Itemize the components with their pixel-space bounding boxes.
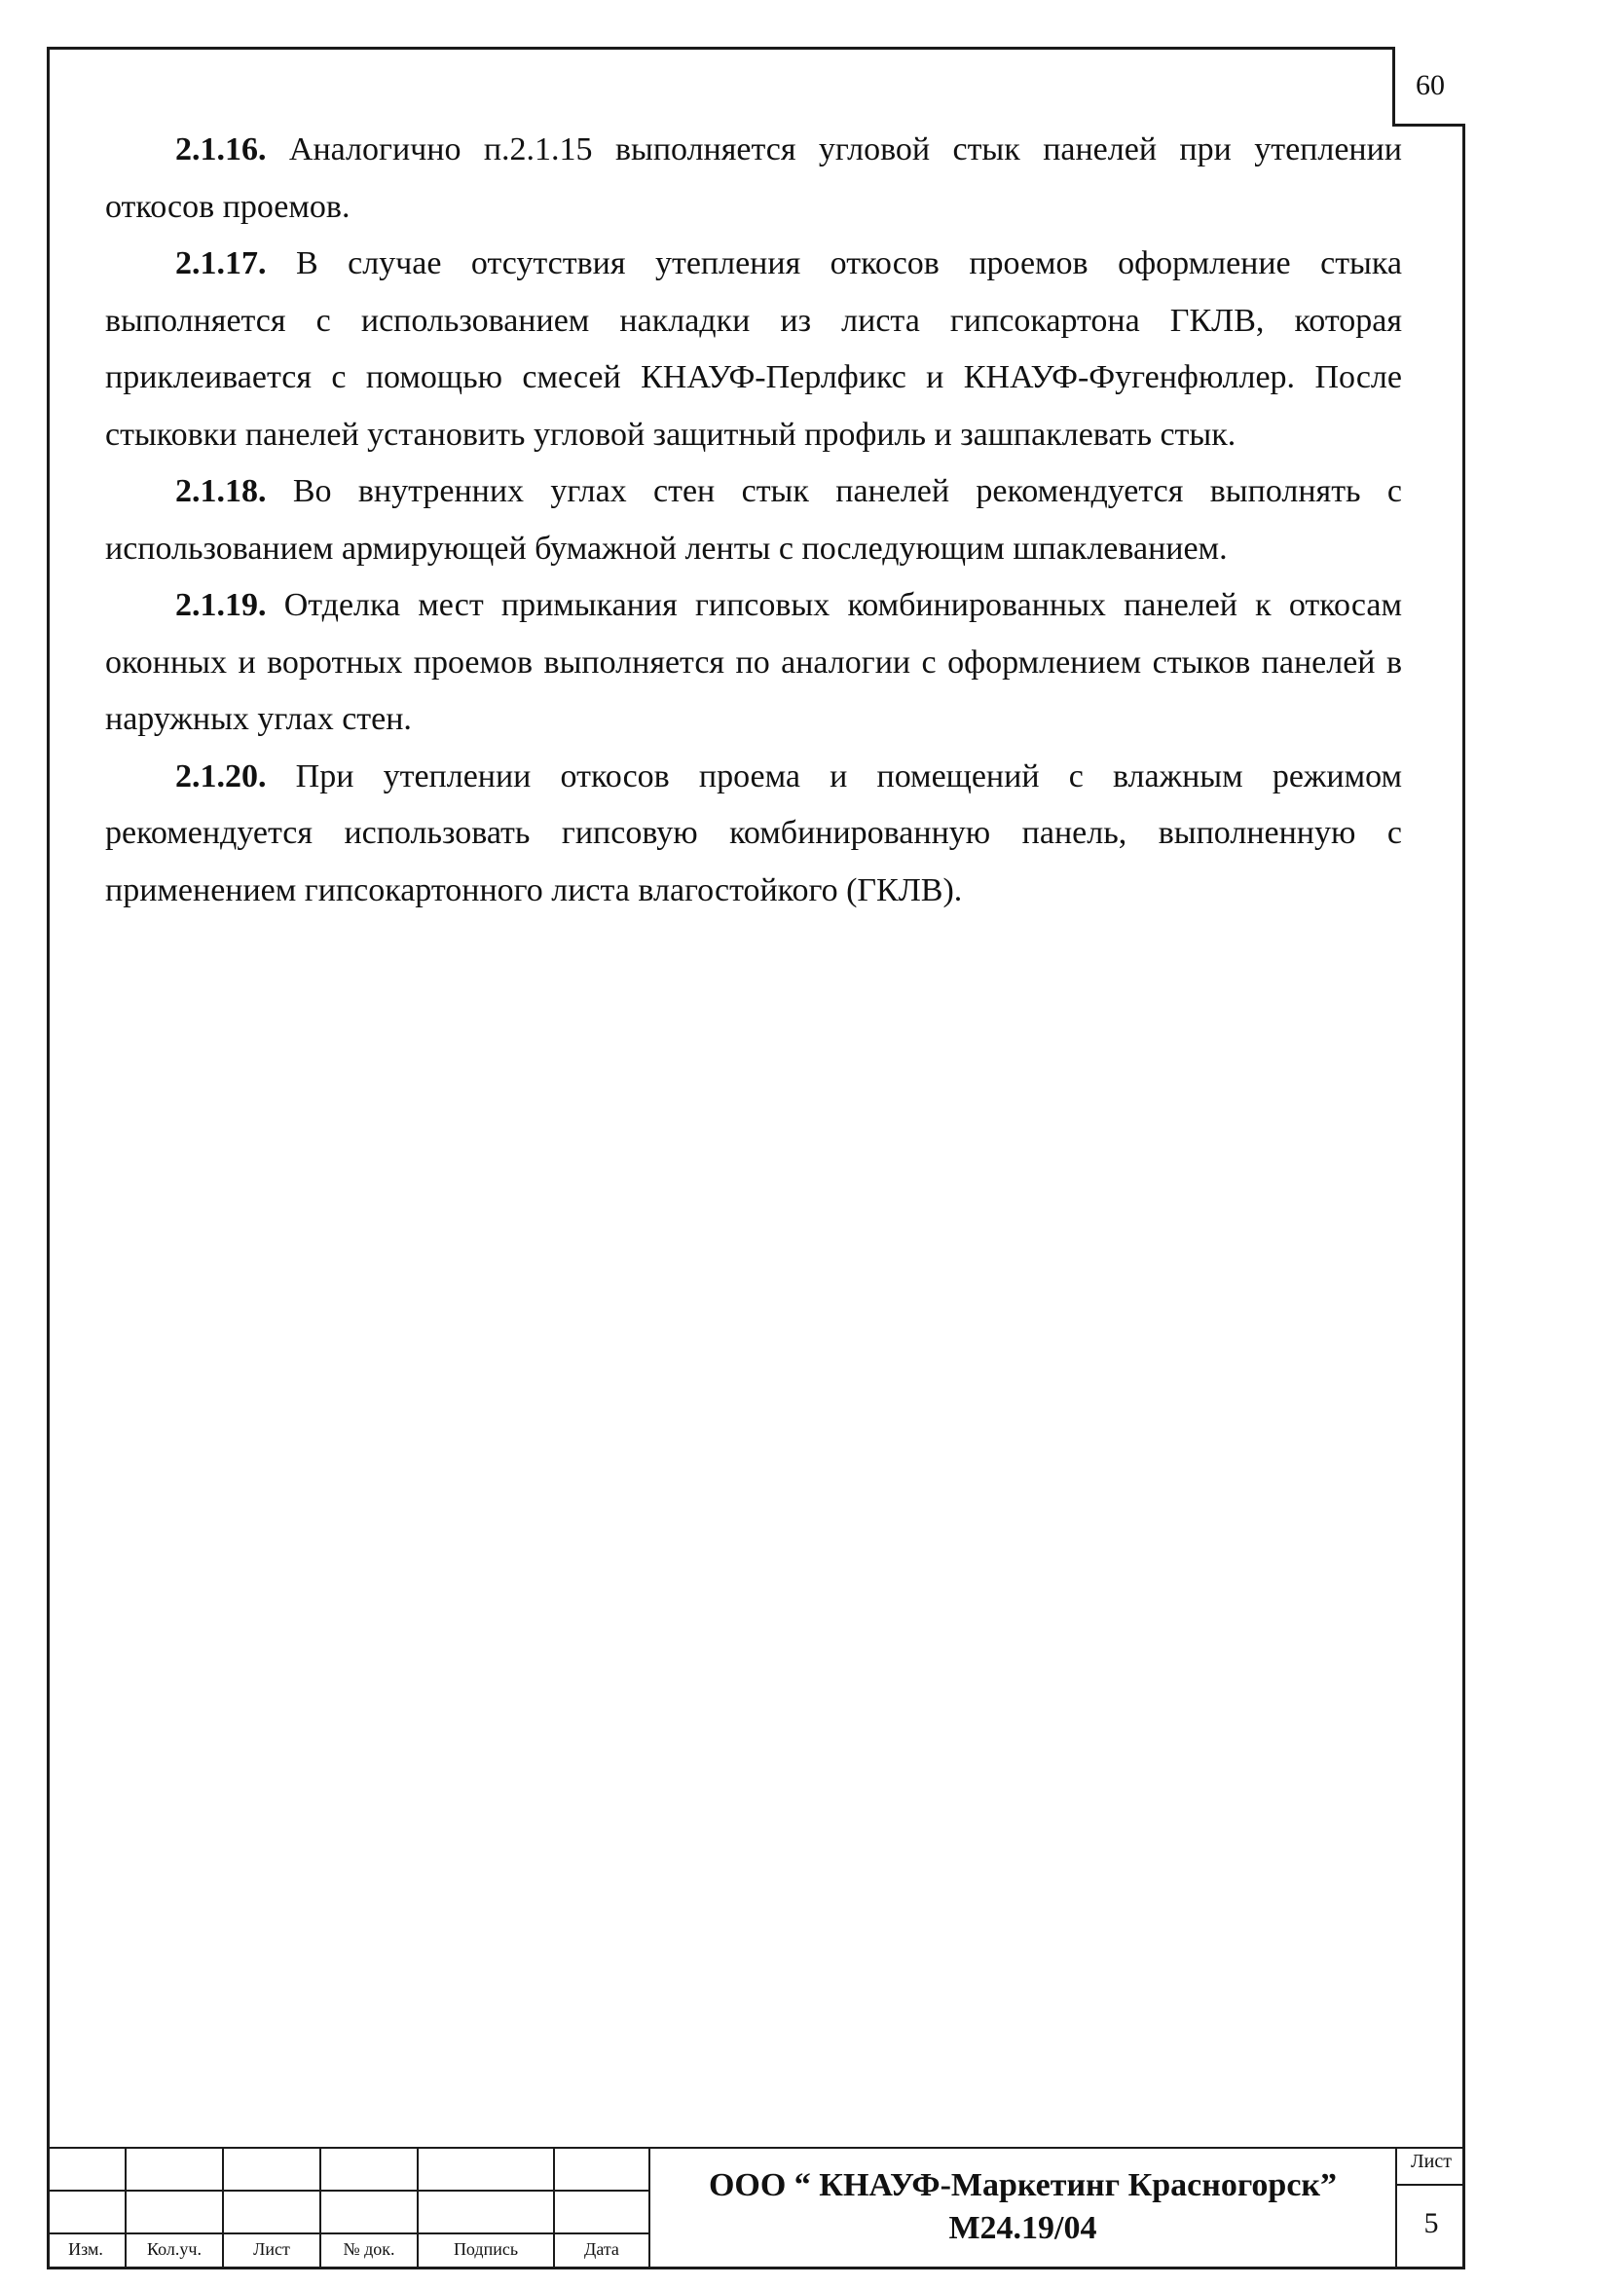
page-number: 60 bbox=[1392, 47, 1465, 127]
clause-number: 2.1.18. bbox=[175, 473, 267, 509]
company-name: ООО “ КНАУФ-Маркетинг Красногорск” bbox=[708, 2167, 1338, 2203]
clause-text: Во внутренних углах стен стык панелей рекомендуется выполнять с использованием армирующей бумажной ленты с последующим шпаклеванием. bbox=[105, 473, 1402, 567]
clause-number: 2.1.16. bbox=[175, 131, 267, 167]
clause-text: При утеплении откосов проема и помещений с влажным режимом рекомендуется использовать гипсовую комбинированную панель, выполненную с применением гипсокартонного листа влагостойкого (ГКЛВ). bbox=[105, 757, 1402, 908]
document-code: М24.19/04 bbox=[948, 2210, 1097, 2246]
paragraph-2-1-18 bbox=[105, 463, 1402, 577]
col-date: Дата bbox=[584, 2239, 619, 2259]
paragraph-2-1-20 bbox=[105, 749, 1402, 920]
clause-number: 2.1.20. bbox=[175, 757, 267, 794]
col-izm: Изм. bbox=[68, 2239, 103, 2259]
clause-text: Аналогично п.2.1.15 выполняется угловой стык панелей при утеплении откосов проемов. bbox=[105, 131, 1402, 225]
clause-text: В случае отсутствия утепления откосов проемов оформление стыка выполняется с использованием накладки из листа гипсокартона ГКЛВ, которая приклеивается с помощью смесей КНАУФ-Перлфикс и КНАУФ-Фугенфюллер. После стыковки панелей установить угловой защитный профиль и зашпаклевать стык. bbox=[105, 245, 1402, 453]
col-list: Лист bbox=[253, 2239, 290, 2259]
company-block bbox=[650, 2164, 1395, 2250]
col-kol-uch: Кол.уч. bbox=[147, 2239, 202, 2259]
clause-text: Отделка мест примыкания гипсовых комбинированных панелей к откосам оконных и воротных проемов выполняется по аналогии с оформлением стыков панелей в наружных углах стен. bbox=[105, 587, 1402, 737]
clause-number: 2.1.17. bbox=[175, 245, 267, 281]
col-signature: Подпись bbox=[453, 2239, 519, 2259]
sheet-label: Лист bbox=[1411, 2151, 1452, 2172]
paragraph-2-1-17 bbox=[105, 236, 1402, 463]
paragraph-2-1-19 bbox=[105, 577, 1402, 749]
col-doc-no: № док. bbox=[343, 2239, 395, 2259]
paragraph-2-1-16 bbox=[105, 122, 1402, 236]
sheet-number: 5 bbox=[1423, 2207, 1439, 2239]
document-body bbox=[105, 122, 1402, 919]
clause-number: 2.1.19. bbox=[175, 587, 267, 623]
title-block bbox=[47, 2147, 1465, 2269]
